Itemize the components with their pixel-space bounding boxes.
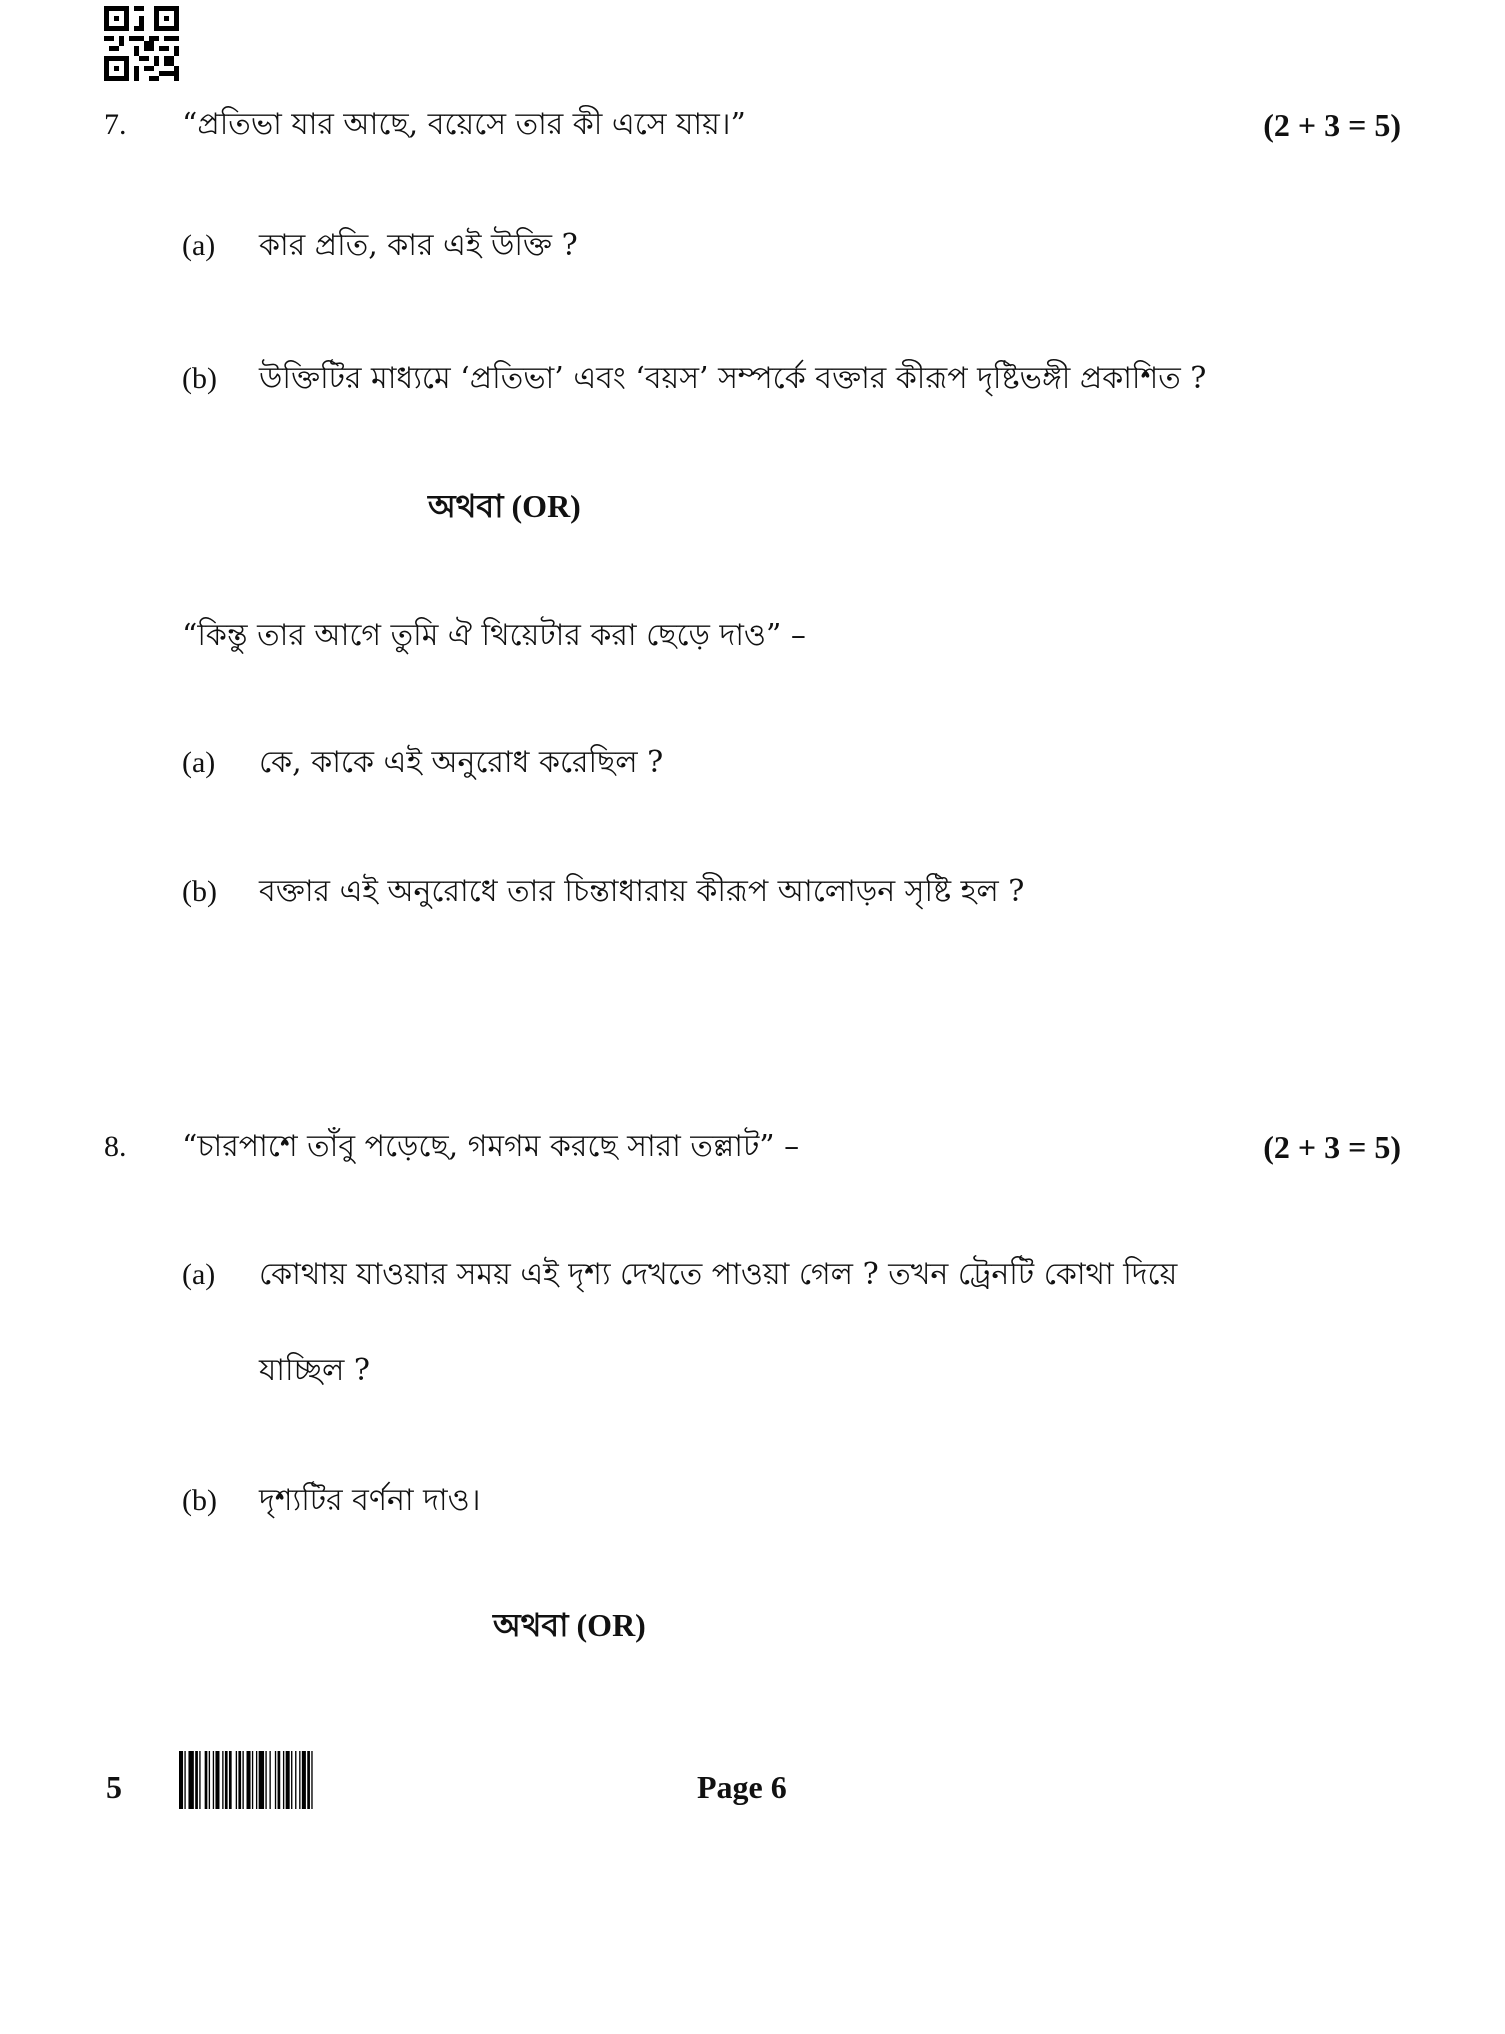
barcode-bar	[247, 1751, 251, 1809]
question-7a-text: কার প্রতি, কার এই উক্তি ?	[259, 228, 578, 263]
question-8b-text: দৃশ্যটির বর্ণনা দাও।	[259, 1483, 481, 1518]
barcode	[179, 1751, 412, 1809]
barcode-bar	[259, 1751, 264, 1809]
barcode-bar	[242, 1751, 243, 1809]
question-7-alt-b-text: বক্তার এই অনুরোধে তার চিন্তাধারায় কীরূপ আলোড়ন সৃষ্টি হল ?	[259, 874, 1025, 909]
barcode-bar	[209, 1751, 210, 1809]
barcode-bar	[307, 1751, 310, 1809]
barcode-bar	[238, 1751, 241, 1809]
barcode-bar	[265, 1751, 266, 1809]
question-7b-text: উক্তিটির মাধ্যমে ‘প্রতিভা’ এবং ‘বয়স’ সম্পর্কে বক্তার কীরূপ দৃষ্টিভঙ্গী প্রকাশিত ?	[259, 361, 1207, 396]
barcode-bar	[222, 1751, 223, 1809]
barcode-bar	[269, 1751, 270, 1809]
barcode-bar	[275, 1751, 276, 1809]
paper-code: 5	[106, 1769, 122, 1805]
barcode-bar	[213, 1751, 214, 1809]
barcode-bar	[286, 1751, 290, 1809]
barcode-bar	[179, 1751, 183, 1809]
question-8-marks: (2 + 3 = 5)	[1263, 1129, 1401, 1165]
barcode-bar	[278, 1751, 281, 1809]
question-8-number: 8.	[104, 1130, 127, 1163]
question-7a-label: (a)	[182, 229, 216, 262]
barcode-bar	[283, 1751, 284, 1809]
barcode-bar	[195, 1751, 198, 1809]
question-7-alt-a-label: (a)	[182, 746, 216, 779]
question-8-quote: “চারপাশে তাঁবু পড়েছে, গমগম করছে সারা তল্লাট” –	[182, 1129, 800, 1164]
page-number: Page 6	[697, 1769, 787, 1805]
barcode-bar	[291, 1751, 292, 1809]
barcode-bar	[256, 1751, 257, 1809]
question-7-or-label: অথবা (OR)	[428, 488, 581, 524]
question-8a-text-line1: কোথায় যাওয়ার সময় এই দৃশ্য দেখতে পাওয়া গেল ? তখন ট্রেনটি কোথা দিয়ে	[259, 1257, 1178, 1292]
barcode-bar	[215, 1751, 219, 1809]
barcode-bar	[299, 1751, 300, 1809]
question-7b-label: (b)	[182, 362, 217, 395]
barcode-bar	[311, 1751, 312, 1809]
question-7-alt-a-text: কে, কাকে এই অনুরোধ করেছিল ?	[259, 745, 664, 780]
barcode-bar	[229, 1751, 232, 1809]
question-7-alt-b-label: (b)	[182, 875, 217, 908]
barcode-bar	[188, 1751, 193, 1809]
question-8b-label: (b)	[182, 1484, 217, 1517]
barcode-bar	[184, 1751, 185, 1809]
barcode-bar	[236, 1751, 237, 1809]
barcode-bar	[225, 1751, 228, 1809]
question-7-quote: “প্রতিভা যার আছে, বয়েসে তার কী এসে যায়।”	[182, 107, 746, 142]
barcode-bar	[302, 1751, 306, 1809]
barcode-bar	[205, 1751, 208, 1809]
question-8a-label: (a)	[182, 1258, 216, 1291]
barcode-bar	[252, 1751, 253, 1809]
question-7-alt-quote: “কিন্তু তার আগে তুমি ঐ থিয়েটার করা ছেড়ে দাও” –	[182, 618, 806, 653]
question-7-marks: (2 + 3 = 5)	[1263, 107, 1401, 143]
barcode-bar	[295, 1751, 296, 1809]
question-7-number: 7.	[104, 108, 127, 141]
question-8a-text-line2: যাচ্ছিল ?	[259, 1353, 370, 1388]
qr-code	[104, 6, 179, 81]
question-8-or-label: অথবা (OR)	[493, 1607, 646, 1643]
barcode-bar	[199, 1751, 200, 1809]
